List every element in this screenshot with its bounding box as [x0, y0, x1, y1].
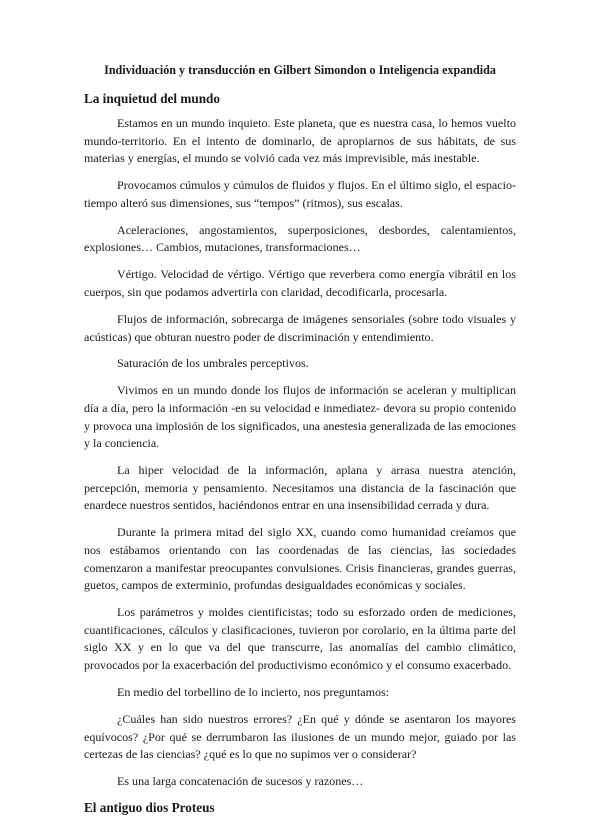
paragraph: Los parámetros y moldes cientificistas; todo su esforzado orden de mediciones, cuantificaciones, cálculos y clasificaciones, tuvieron por corolario, en la última parte del siglo XX y en lo que va del que transcurre, las anomalías del cambio climático, provocados por la exacerbación del productivismo económico y el consumo exacerbado. — [84, 605, 516, 672]
paragraph: Es una larga concatenación de sucesos y razones… — [117, 774, 364, 789]
section-heading-inquietud: La inquietud del mundo — [84, 91, 220, 106]
paragraph: Provocamos cúmulos y cúmulos de fluidos y flujos. En el último siglo, el espacio-tiempo alteró sus dimensiones, sus “tempos” (ritmos), sus escalas. — [84, 178, 516, 210]
paragraph: Flujos de información, sobrecarga de imágenes sensoriales (sobre todo visuales y acústicas) que obturan nuestro poder de discriminación y entendimiento. — [84, 311, 516, 344]
document-title: Individuación y transducción en Gilbert Simondon o Inteligencia expandida — [104, 63, 496, 77]
paragraph: Vértigo. Velocidad de vértigo. Vértigo que reverbera como energía vibrátil en los cuerpos, sin que podamos advertirla con claridad, decodificarla, procesarla. — [84, 267, 516, 299]
paragraph: Durante la primera mitad del siglo XX, cuando como humanidad creíamos que nos estábamos orientando con las coordenadas de las ciencias, las sociedades comenzaron a manifestar preocupantes convulsiones. Crisis financieras, grandes guerras, guetos, campos de exterminio, profundas desigualdades económicas y sociales. — [84, 525, 516, 593]
paragraph: Saturación de los umbrales perceptivos. — [117, 356, 309, 371]
paragraph: En medio del torbellino de lo incierto, nos preguntamos: — [117, 684, 390, 699]
paragraph: ¿Cuáles han sido nuestros errores? ¿En qué y dónde se asentaron los mayores equívocos? ¿Por qué se derrumbaron las ilusiones de un mundo mejor, guiado por las certezas de las ciencias? ¿qué es lo que no supimos ver o considerar? — [84, 711, 516, 762]
paragraph: Vivimos en un mundo donde los flujos de información se aceleran y multiplican día a día, pero la información -en su velocidad e inmediatez- devora su propio contenido y provoca una implosión de los significados, una anestesia generalizada de las emociones y la conciencia. — [84, 383, 516, 451]
paragraph: La hiper velocidad de la información, aplana y arrasa nuestra atención, percepción, memoria y pensamiento. Necesitamos una distancia de la fascinación que enardece nuestros sentidos, haciéndonos entrar en una insensibilidad cerrada y dura. — [84, 463, 516, 513]
paragraph: Estamos en un mundo inquieto. Este planeta, que es nuestra casa, lo hemos vuelto mundo-territorio. En el intento de dominarlo, de apropiarnos de sus hábitats, de sus materias y energías, el mundo se volvió cada vez más imprevisible, más inestable. — [84, 116, 516, 166]
section-heading-proteus: El antiguo dios Proteus — [84, 800, 215, 816]
paragraph: Aceleraciones, angostamientos, superposiciones, desbordes, calentamientos, explosiones… Cambios, mutaciones, transformaciones… — [84, 222, 516, 255]
